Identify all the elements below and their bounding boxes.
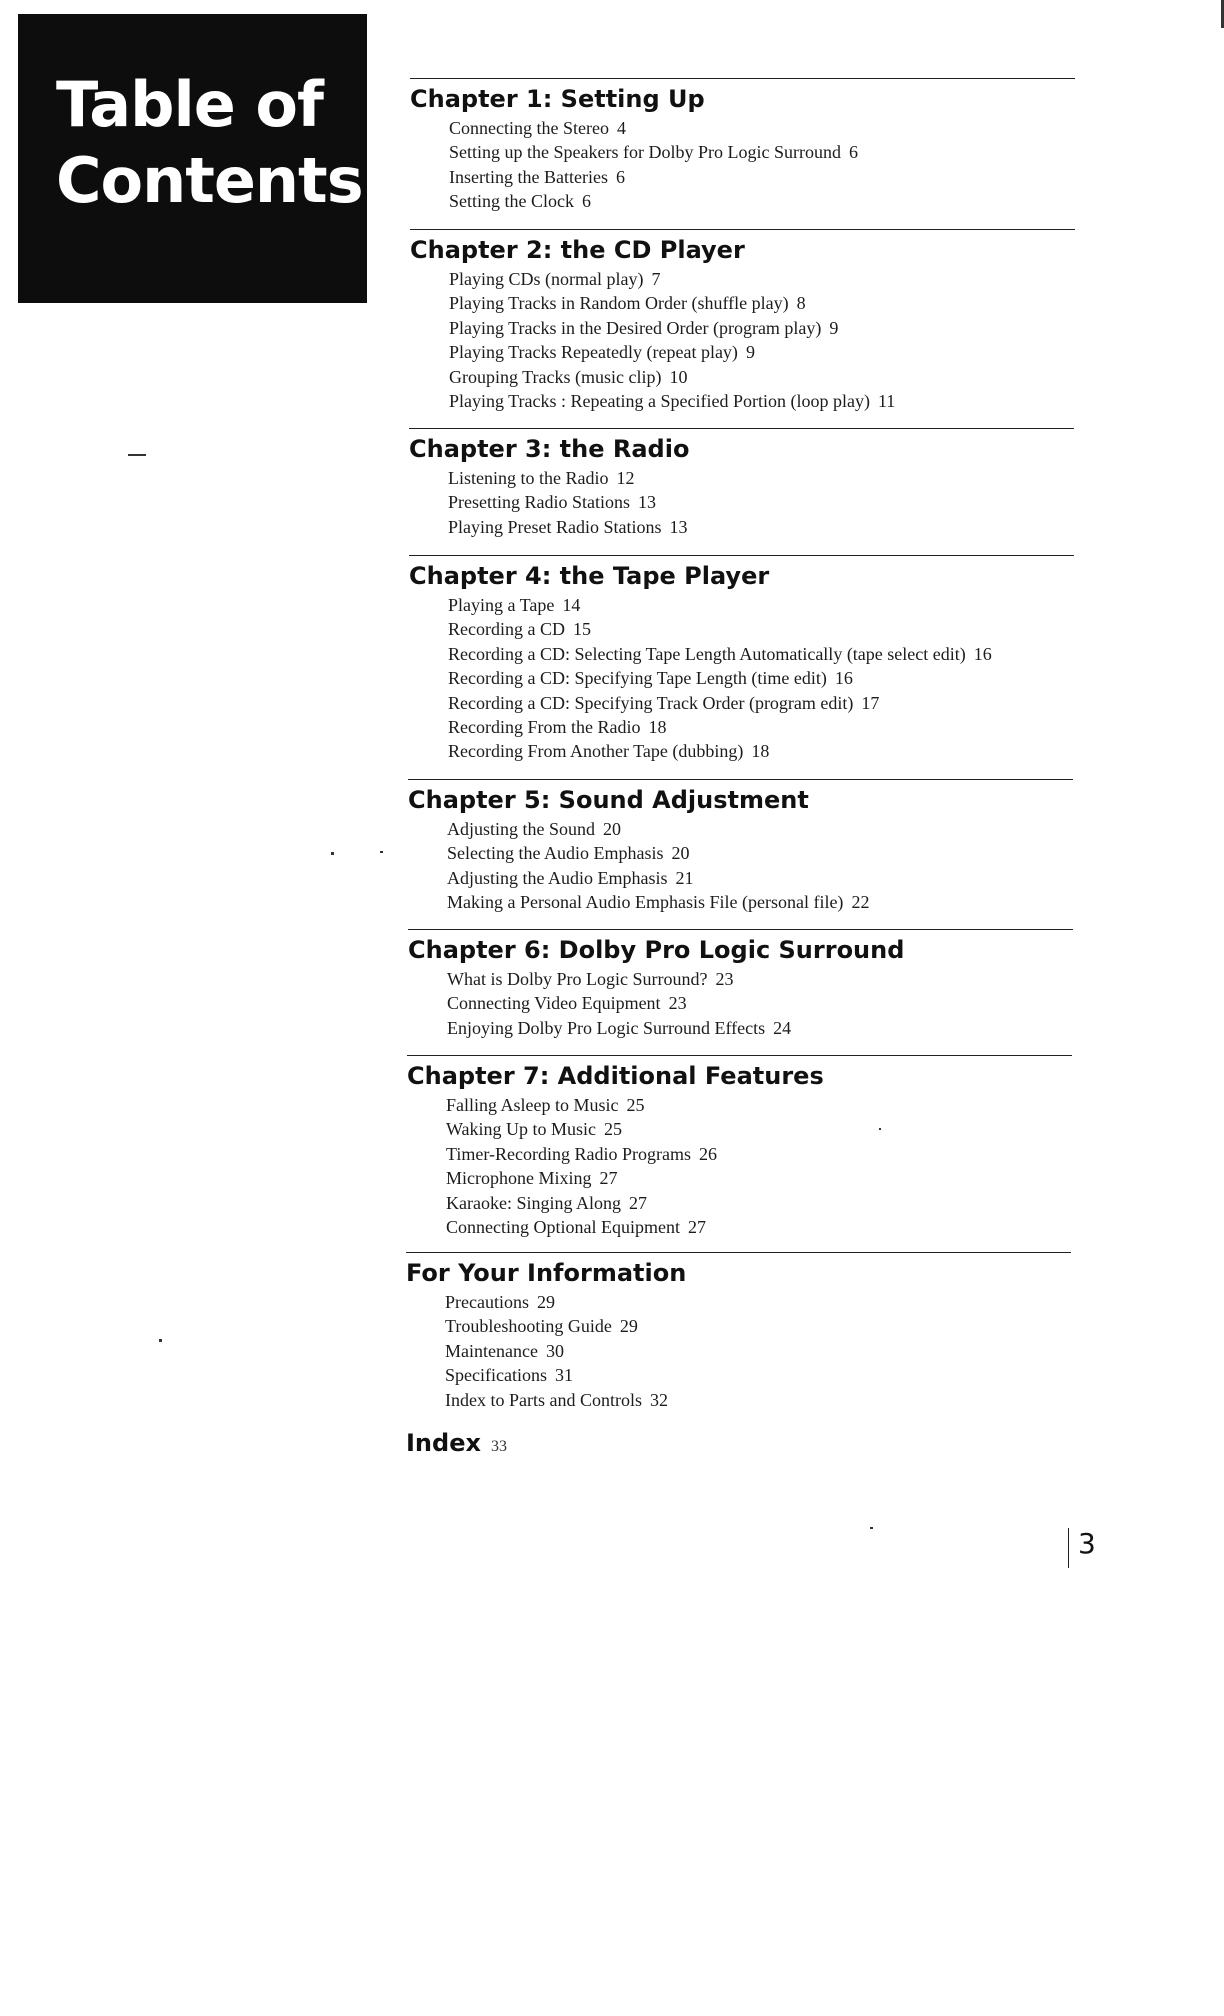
section-divider (407, 1055, 1072, 1056)
toc-entry[interactable] (446, 1166, 1072, 1190)
toc-entry-title: Microphone Mixing (446, 1168, 592, 1189)
toc-entry[interactable] (446, 1215, 1072, 1239)
toc-entry-title: Index to Parts and Controls (445, 1389, 642, 1410)
toc-entry-page-number: 29 (536, 1292, 555, 1312)
toc-entry-title: Recording a CD: Selecting Tape Length Automatically (tape select edit) (448, 643, 966, 664)
toc-entry-title: Recording a CD (448, 619, 565, 640)
scan-speck (879, 1128, 881, 1130)
toc-entry[interactable] (447, 841, 1073, 865)
toc-entry-page-number: 26 (698, 1143, 717, 1164)
toc-entry-title: Selecting the Audio Emphasis (447, 843, 664, 864)
toc-entry-page-number: 27 (599, 1168, 618, 1189)
toc-entry-title: Grouping Tracks (music clip) (449, 366, 662, 387)
chapter-section (410, 229, 1075, 413)
section-divider (409, 428, 1074, 429)
toc-entry-page-number: 25 (626, 1095, 645, 1115)
toc-entry-page-number: 27 (687, 1217, 706, 1238)
toc-entry-page-number: 18 (648, 717, 667, 738)
toc-entry[interactable] (449, 189, 1075, 213)
chapter-section (409, 555, 1074, 764)
scan-speck (331, 852, 334, 855)
toc-entry[interactable] (448, 515, 1074, 539)
toc-entry-title: Adjusting the Sound (447, 819, 596, 839)
chapter-entry-list (408, 817, 1073, 915)
toc-entry[interactable] (445, 1290, 1071, 1314)
chapter-section (409, 428, 1074, 539)
toc-entry-page-number: 24 (773, 1017, 792, 1038)
toc-entry-title: Playing Tracks Repeatedly (repeat play) (449, 342, 738, 363)
toc-entry-page-number: 30 (545, 1340, 564, 1361)
toc-entry[interactable] (447, 991, 1073, 1015)
section-divider (410, 229, 1075, 230)
chapter-section (408, 929, 1073, 1040)
toc-entry-page-number: 22 (851, 892, 870, 913)
chapter-heading[interactable]: Chapter 5: Sound Adjustment (408, 786, 809, 814)
toc-entry[interactable] (448, 466, 1074, 490)
toc-entry-title: Listening to the Radio (448, 468, 609, 488)
toc-entry-title: Connecting Optional Equipment (446, 1217, 680, 1238)
toc-entry[interactable] (449, 116, 1075, 140)
chapter-entry-list (409, 466, 1074, 539)
toc-entry[interactable] (447, 817, 1073, 841)
toc-entry-title: Adjusting the Audio Emphasis (447, 867, 668, 888)
chapter-section (410, 78, 1075, 214)
toc-entry-title: Troubleshooting Guide (445, 1316, 612, 1337)
chapter-heading[interactable]: Chapter 4: the Tape Player (409, 562, 770, 590)
toc-entry[interactable] (448, 666, 1074, 690)
toc-entry[interactable] (449, 340, 1075, 364)
toc-entry[interactable] (445, 1363, 1071, 1387)
toc-entry-title: Playing Tracks in the Desired Order (program play) (449, 317, 822, 338)
scan-speck (128, 454, 146, 456)
toc-entry-page-number: 10 (669, 366, 688, 387)
chapter-entry-list (409, 593, 1074, 764)
toc-entry[interactable] (447, 866, 1073, 890)
toc-entry-page-number: 13 (638, 492, 656, 513)
toc-entry-page-number: 29 (619, 1316, 638, 1337)
toc-entry-page-number: 6 (582, 191, 591, 212)
toc-entry[interactable] (448, 739, 1074, 763)
chapter-section (407, 1055, 1072, 1239)
page-number: 3 (1078, 1527, 1096, 1560)
toc-entry-page-number: 31 (554, 1365, 573, 1386)
section-divider (410, 78, 1075, 79)
toc-entry[interactable] (449, 316, 1075, 340)
toc-entry-title: Playing a Tape (448, 595, 555, 615)
chapter-heading[interactable]: Chapter 3: the Radio (409, 435, 690, 463)
toc-entry-title: What is Dolby Pro Logic Surround? (447, 969, 708, 989)
toc-entry-title: Specifications (445, 1365, 547, 1386)
toc-entry-page-number: 6 (615, 166, 625, 187)
toc-entry[interactable] (448, 715, 1074, 739)
toc-entry-title: Presetting Radio Stations (448, 492, 630, 513)
toc-entry-title: Recording From Another Tape (dubbing) (448, 741, 744, 762)
title-line-2: Contents (56, 144, 363, 217)
toc-entry-page-number: 8 (796, 293, 806, 314)
toc-entry-page-number: 25 (604, 1119, 623, 1140)
scan-speck (159, 1339, 162, 1342)
toc-entry[interactable] (449, 165, 1075, 189)
title-block (18, 14, 367, 303)
page-number-rule (1068, 1528, 1069, 1568)
scan-speck (380, 851, 383, 853)
toc-entry-page-number: 9 (829, 317, 839, 338)
section-divider (408, 779, 1073, 780)
toc-entry-title: Playing Tracks in Random Order (shuffle play) (449, 293, 789, 314)
toc-entry-page-number: 9 (745, 342, 755, 363)
toc-entry-page-number: 16 (834, 668, 853, 689)
section-divider (408, 929, 1073, 930)
chapter-entry-list (410, 267, 1075, 413)
title-line-1: Table of (56, 68, 323, 141)
toc-entry[interactable] (446, 1142, 1072, 1166)
toc-entry[interactable] (447, 967, 1073, 991)
toc-entry[interactable] (446, 1117, 1072, 1141)
chapter-heading[interactable]: For Your Information (406, 1259, 687, 1287)
toc-entry-title: Maintenance (445, 1340, 538, 1361)
toc-entry[interactable] (448, 490, 1074, 514)
toc-entry[interactable] (445, 1339, 1071, 1363)
toc-entry-page-number: 15 (572, 619, 591, 640)
toc-entry-title: Making a Personal Audio Emphasis File (personal file) (447, 892, 844, 913)
toc-entry-title: Playing CDs (normal play) (449, 269, 644, 289)
toc-entry-page-number: 16 (973, 643, 992, 664)
toc-entry[interactable] (448, 642, 1074, 666)
toc-entry-page-number: 14 (562, 595, 581, 615)
chapter-heading[interactable]: Chapter 7: Additional Features (407, 1062, 824, 1090)
toc-entry-title: Timer-Recording Radio Programs (446, 1143, 691, 1164)
section-divider (409, 555, 1074, 556)
toc-entry[interactable] (447, 890, 1073, 914)
toc-entry-title: Waking Up to Music (446, 1119, 597, 1140)
index-label: Index (406, 1429, 481, 1457)
index-page-number: 33 (490, 1438, 507, 1455)
section-divider (406, 1252, 1071, 1253)
chapter-section (408, 779, 1073, 915)
scan-speck (870, 1527, 873, 1529)
toc-entry-title: Playing Tracks : Repeating a Specified Portion (loop play) (449, 391, 870, 412)
toc-entry-title: Precautions (445, 1292, 529, 1312)
index-entry[interactable] (406, 1429, 507, 1457)
toc-entry[interactable] (445, 1314, 1071, 1338)
toc-entry[interactable] (449, 291, 1075, 315)
toc-entry-page-number: 4 (616, 118, 626, 138)
toc-entry-title: Enjoying Dolby Pro Logic Surround Effects (447, 1017, 766, 1038)
chapter-entry-list (410, 116, 1075, 214)
toc-entry-title: Recording a CD: Specifying Tape Length (time edit) (448, 668, 827, 689)
chapter-entry-list (406, 1290, 1071, 1412)
toc-entry-title: Connecting Video Equipment (447, 993, 661, 1014)
toc-entry-title: Inserting the Batteries (449, 166, 608, 187)
toc-entry[interactable] (448, 593, 1074, 617)
toc-entry-page-number: 7 (651, 269, 661, 289)
toc-entry[interactable] (449, 267, 1075, 291)
toc-entry-page-number: 17 (861, 692, 880, 713)
toc-entry-title: Setting the Clock (449, 191, 574, 212)
toc-entry-page-number: 18 (751, 741, 770, 762)
chapter-section (406, 1252, 1071, 1412)
toc-entry[interactable] (449, 365, 1075, 389)
toc-entry-page-number: 6 (848, 142, 858, 163)
toc-entry[interactable] (445, 1388, 1071, 1412)
chapter-heading[interactable]: Chapter 2: the CD Player (410, 236, 745, 264)
toc-entry-title: Setting up the Speakers for Dolby Pro Logic Surround (449, 142, 841, 163)
toc-entry[interactable] (449, 140, 1075, 164)
toc-entry[interactable] (449, 389, 1075, 413)
toc-entry-title: Playing Preset Radio Stations (448, 516, 662, 537)
toc-entry-page-number: 27 (628, 1192, 647, 1213)
toc-entry-title: Recording a CD: Specifying Track Order (program edit) (448, 692, 854, 713)
toc-entry[interactable] (448, 691, 1074, 715)
toc-entry-page-number: 13 (669, 516, 688, 537)
toc-entry-page-number: 32 (649, 1389, 668, 1410)
chapter-heading[interactable]: Chapter 1: Setting Up (410, 85, 705, 113)
toc-entry-page-number: 20 (671, 843, 690, 864)
toc-entry-page-number: 23 (715, 969, 734, 989)
toc-entry[interactable] (446, 1093, 1072, 1117)
chapter-heading[interactable]: Chapter 6: Dolby Pro Logic Surround (408, 936, 905, 964)
toc-entry-title: Karaoke: Singing Along (446, 1192, 621, 1213)
toc-entry-page-number: 20 (603, 819, 622, 839)
toc-entry-page-number: 12 (616, 468, 635, 488)
toc-entry-title: Falling Asleep to Music (446, 1095, 619, 1115)
toc-entry-title: Recording From the Radio (448, 717, 641, 738)
chapter-entry-list (407, 1093, 1072, 1239)
toc-entry-page-number: 23 (668, 993, 687, 1014)
toc-entry[interactable] (448, 617, 1074, 641)
toc-entry-page-number: 11 (877, 391, 896, 412)
toc-entry-title: Connecting the Stereo (449, 118, 609, 138)
toc-entry[interactable] (447, 1016, 1073, 1040)
toc-entry-page-number: 21 (675, 867, 694, 888)
chapter-entry-list (408, 967, 1073, 1040)
toc-entry[interactable] (446, 1191, 1072, 1215)
